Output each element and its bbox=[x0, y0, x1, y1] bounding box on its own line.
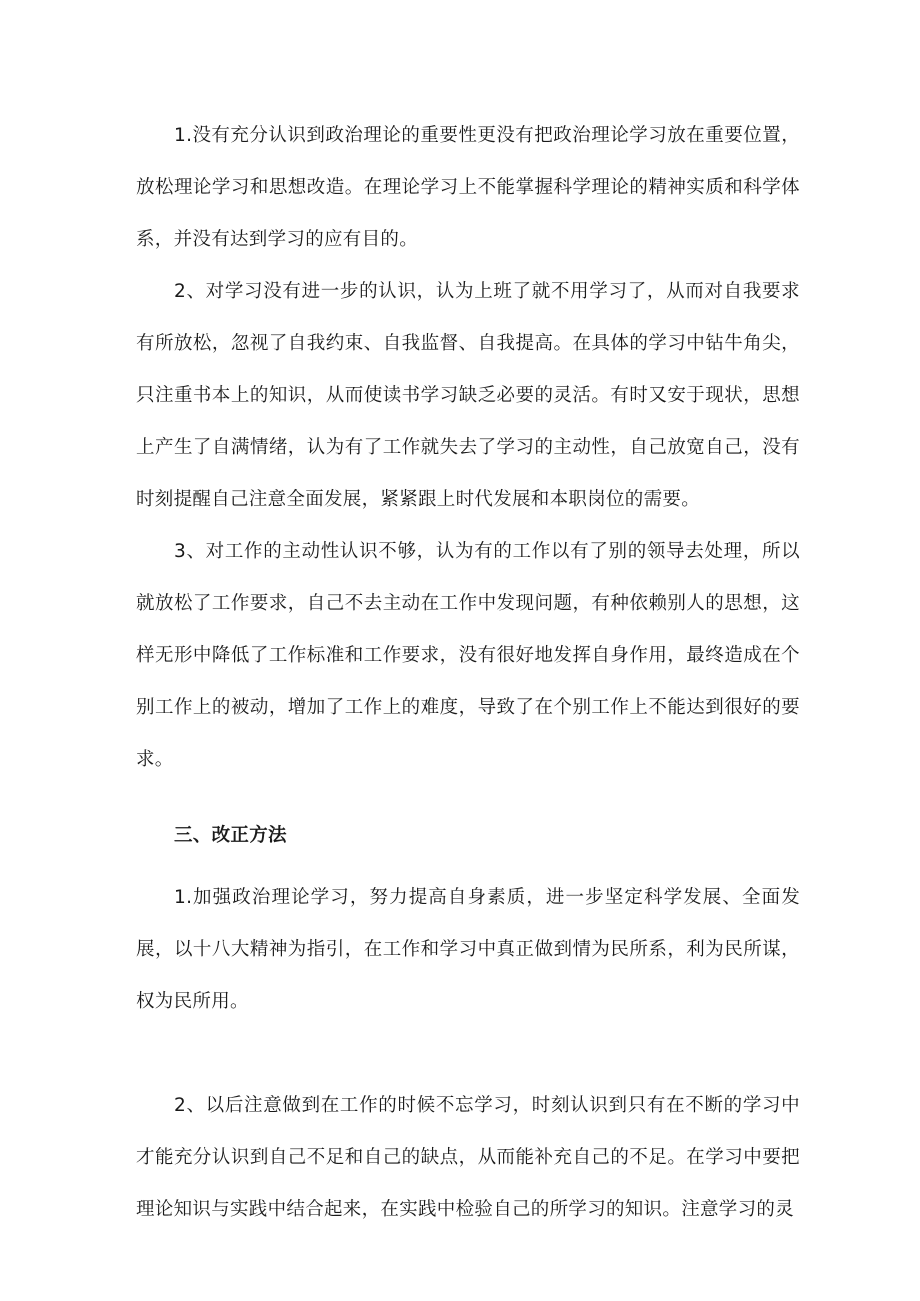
section-heading-corrections: 三、改正方法 bbox=[174, 825, 287, 846]
paragraph-problem-2: 2、对学习没有进一步的认识，认为上班了就不用学习了，从而对自我要求有所放松，忽视了自我约束、自我监督、自我提高。在具体的学习中钻牛角尖，只注重书本上的知识，从而使读书学习缺乏必要的灵活。有时又安于现状，思想上产生了自满情绪，认为有了工作就失去了学习的主动性，自己放宽自己，没有时刻提醒自己注意全面发展，紧紧跟上时代发展和本职岗位的需要。 bbox=[136, 281, 800, 510]
paragraph-problem-3: 3、对工作的主动性认识不够，认为有的工作以有了别的领导去处理，所以就放松了工作要求，自己不去主动在工作中发现问题，有种依赖别人的思想，这样无形中降低了工作标准和工作要求，没有很好地发挥自身作用，最终造成在个别工作上的被动，增加了工作上的难度，导致了在个别工作上不能达到很好的要求。 bbox=[136, 541, 800, 770]
paragraph-correction-1: 1.加强政治理论学习，努力提高自身素质，进一步坚定科学发展、全面发展，以十八大精神为指引，在工作和学习中真正做到情为民所系，利为民所谋，权为民所用。 bbox=[136, 887, 800, 1012]
paragraph-correction-2: 2、以后注意做到在工作的时候不忘学习，时刻认识到只有在不断的学习中才能充分认识到自己不足和自己的缺点，从而能补充自己的不足。在学习中要把理论知识与实践中结合起来，在实践中检验自己的所学习的知识。注意学习的灵 bbox=[136, 1095, 800, 1220]
paragraph-problem-1: 1.没有充分认识到政治理论的重要性更没有把政治理论学习放在重要位置，放松理论学习和思想改造。在理论学习上不能掌握科学理论的精神实质和科学体系，并没有达到学习的应有目的。 bbox=[136, 125, 800, 250]
